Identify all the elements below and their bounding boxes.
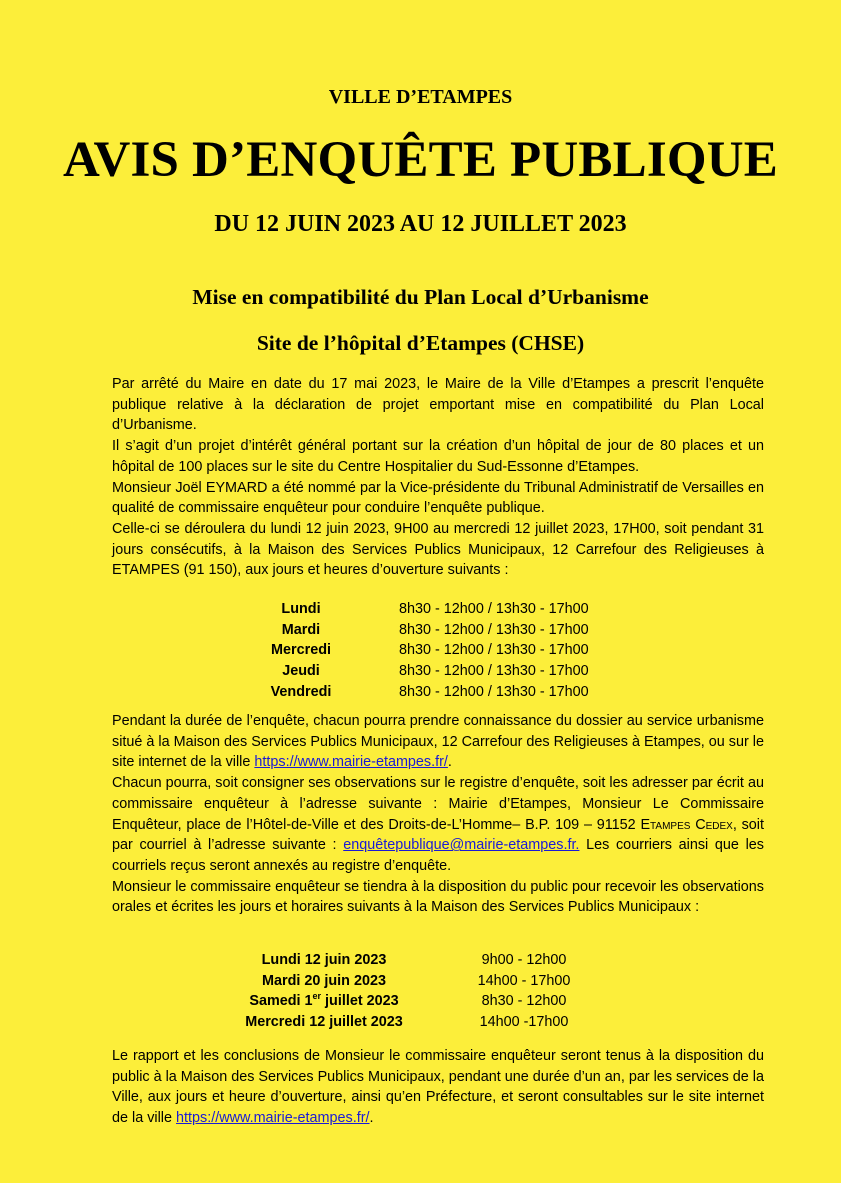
consultation-paragraph-1: [112, 711, 764, 773]
permanences-table: [0, 950, 841, 1033]
permanence-hours: 14h00 -17h00: [479, 1014, 569, 1031]
opening-hours-row: [0, 682, 841, 703]
opening-hours: 8h30 - 12h00 / 13h30 - 17h00: [399, 621, 589, 638]
city-website-link[interactable]: https://www.mairie-etampes.fr/: [254, 754, 448, 771]
permanence-row: [0, 1012, 841, 1033]
city-name: VILLE D’ETAMPES: [328, 86, 513, 108]
inquiry-dates: DU 12 JUIN 2023 AU 12 JUILLET 2023: [214, 211, 627, 237]
intro-paragraph-2: Il s’agit d’un projet d’intérêt général portant sur la création d’un hôpital de jour de 80 places et un hôpital de 100 places sur le site du Centre Hospitalier du Sud-Essonne d’Etampes.: [112, 438, 764, 475]
permanence-hours: 14h00 - 17h00: [477, 972, 571, 989]
opening-hours: 8h30 - 12h00 / 13h30 - 17h00: [399, 642, 589, 659]
consultation-paragraph-3: Monsieur le commissaire enquêteur se tiendra à la disposition du public pour recevoir les observations orales et écrites les jours et horaires suivants à la Maison des Services Publics Municipaux :: [112, 878, 764, 916]
opening-hours-row: [0, 640, 841, 661]
opening-hours: 8h30 - 12h00 / 13h30 - 17h00: [399, 663, 589, 680]
intro-paragraph-4: Celle-ci se déroulera du lundi 12 juin 2023, 9H00 au mercredi 12 juillet 2023, 17H00, soit pendant 31 jours consécutifs, à la Maison des Services Publics Municipaux, 12 Carrefour des Religieuses à ETAMPES (91 150), aux jours et heures d’ouverture suivants :: [112, 520, 764, 579]
intro-section: [112, 374, 764, 581]
conclusion-paragraph: [112, 1046, 764, 1129]
conclusion-section: [112, 1046, 764, 1129]
consultation-text-end: .: [447, 754, 452, 771]
opening-hours-table: [0, 599, 841, 702]
observations-text-end: Les courriers ainsi que les courriels reçus seront annexés au registre d’enquête.: [112, 837, 764, 874]
opening-day: Lundi: [281, 601, 321, 617]
opening-day: Mercredi: [271, 642, 331, 659]
permanence-hours: 8h30 - 12h00: [481, 993, 567, 1010]
permanence-day: Lundi 12 juin 2023: [261, 952, 387, 968]
permanence-day-end: juillet 2023: [321, 993, 399, 1010]
opening-day: Mardi: [281, 621, 321, 638]
city-website-link[interactable]: https://www.mairie-etampes.fr/: [176, 1110, 370, 1127]
opening-hours: 8h30 - 12h00 / 13h30 - 17h00: [399, 601, 589, 617]
intro-paragraph-3: Monsieur Joël EYMARD a été nommé par la Vice-présidente du Tribunal Administratif de Versailles en qualité de commissaire enquêteur pour conduire l’enquête publique.: [112, 479, 764, 517]
permanence-row: [0, 950, 841, 971]
permanence-row: [0, 971, 841, 992]
opening-hours-row: [0, 661, 841, 682]
postal-city: Etampes Cedex: [640, 816, 733, 833]
opening-hours-row: [0, 620, 841, 641]
observations-text: Chacun pourra, soit consigner ses observations sur le registre d’enquête, soit les adresser par écrit au commissaire enquêteur à l’adresse suivante : Mairie d’Etampes, Monsieur Le Commissaire Enquêteur, place de l’Hôtel-de-Ville et des Droits-de-L’Homme– B.P. 109 – 91152: [112, 775, 764, 833]
consultation-paragraph-2: [112, 773, 764, 877]
opening-hours: 8h30 - 12h00 / 13h30 - 17h00: [399, 683, 589, 700]
permanence-day: [224, 991, 424, 1012]
opening-day: Vendredi: [270, 683, 332, 700]
permanence-row: [0, 991, 841, 1012]
ordinal-suffix: er: [312, 991, 322, 1002]
consultation-section: [112, 711, 764, 918]
permanence-day-start: Samedi 1: [249, 993, 313, 1010]
inquiry-site: Site de l’hôpital d’Etampes (CHSE): [256, 331, 585, 355]
notice-title: AVIS D’ENQUÊTE PUBLIQUE: [63, 132, 778, 188]
inquiry-email-link[interactable]: enquêtepublique@mairie-etampes.fr.: [343, 837, 580, 854]
opening-day: Jeudi: [282, 663, 320, 680]
opening-hours-row: [0, 599, 841, 620]
intro-paragraph-1: Par arrêté du Maire en date du 17 mai 2023, le Maire de la Ville d’Etampes a prescrit l’enquête publique relative à la déclaration de projet emportant mise en compatibilité du Plan Local d’Urbanisme.: [112, 376, 764, 434]
inquiry-subject: Mise en compatibilité du Plan Local d’Urbanisme: [192, 285, 649, 309]
consultation-text: Pendant la durée de l’enquête, chacun pourra prendre connaissance du dossier au service urbanisme situé à la Maison des Services Publics Municipaux, 12 Carrefour des Religieuses à Etampes, ou sur le site internet de la ville: [112, 713, 764, 771]
permanence-day: Mardi 20 juin 2023: [262, 972, 386, 989]
permanence-day: Mercredi 12 juillet 2023: [245, 1014, 403, 1031]
conclusion-text-end: .: [369, 1110, 374, 1127]
conclusion-text: Le rapport et les conclusions de Monsieur le commissaire enquêteur seront tenus à la disposition du public à la Maison des Services Publics Municipaux, pendant une durée d’un an, par les services de la Ville, aux jours et heure d’ouverture, ainsi qu’en Préfecture, et seront consultables sur le site internet de la ville: [112, 1048, 764, 1127]
permanence-hours: 9h00 - 12h00: [481, 952, 567, 968]
observations-text-email-intro: , soit par courriel à l’adresse suivante :: [112, 816, 764, 854]
